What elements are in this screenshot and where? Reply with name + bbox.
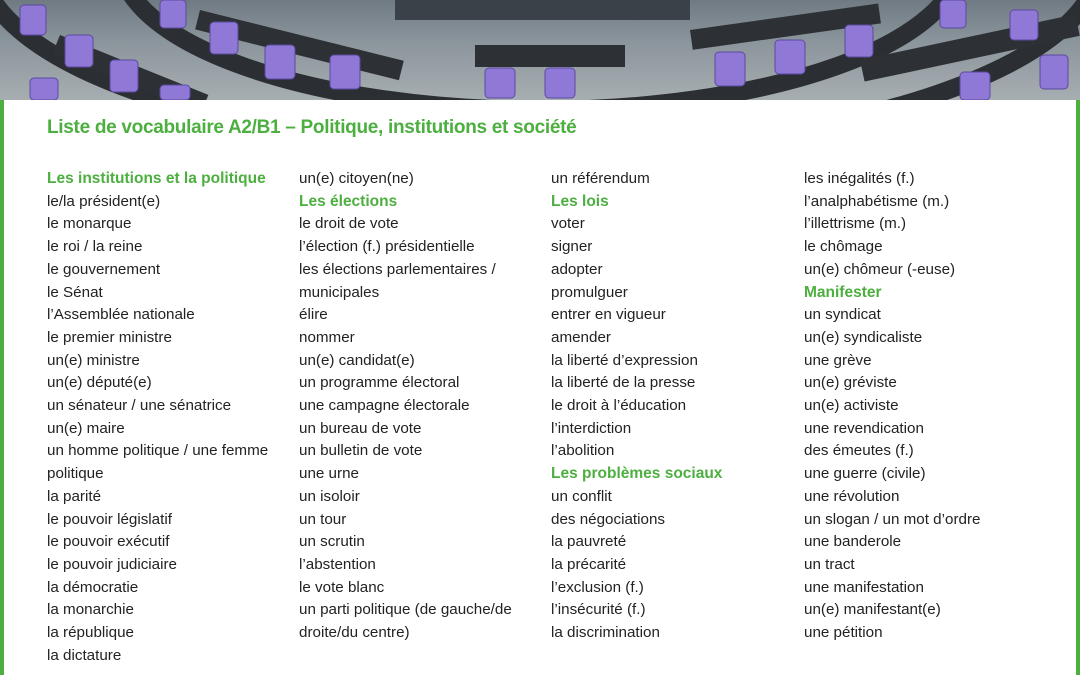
vocab-item: un bureau de vote bbox=[299, 419, 422, 437]
vocab-item: un syndicat bbox=[804, 306, 881, 324]
vocab-item: la liberté d’expression bbox=[551, 351, 698, 369]
vocab-item: la monarchie bbox=[47, 601, 134, 619]
vocab-item: la liberté de la presse bbox=[551, 374, 696, 392]
vocab-item: l’Assemblée nationale bbox=[47, 306, 195, 324]
vocab-item: une banderole bbox=[804, 533, 902, 551]
vocab-item: un tour bbox=[299, 510, 347, 528]
vocab-item: un(e) député(e) bbox=[47, 374, 152, 392]
section-heading: Les élections bbox=[299, 192, 398, 210]
vocab-item: voter bbox=[551, 215, 585, 233]
vocab-item: un bulletin de vote bbox=[299, 442, 423, 460]
green-frame-right bbox=[1076, 100, 1080, 675]
vocab-item: un tract bbox=[804, 555, 855, 573]
vocab-item: l’abstention bbox=[299, 555, 376, 573]
vocab-item: la parité bbox=[47, 487, 102, 505]
vocab-item: le gouvernement bbox=[47, 260, 161, 278]
vocab-item: le vote blanc bbox=[299, 578, 385, 596]
parliament-seats-illustration bbox=[0, 0, 1080, 100]
vocab-column-3 bbox=[551, 168, 791, 645]
vocab-item: entrer en vigueur bbox=[551, 306, 666, 324]
vocab-item: un(e) chômeur (-euse) bbox=[804, 260, 956, 278]
vocab-item: signer bbox=[551, 238, 593, 256]
vocab-item: amender bbox=[551, 328, 611, 346]
vocab-item: un(e) candidat(e) bbox=[299, 351, 415, 369]
vocab-item: une pétition bbox=[804, 624, 883, 642]
vocab-item: la discrimination bbox=[551, 624, 660, 642]
vocab-item: les inégalités (f.) bbox=[804, 170, 915, 187]
vocab-item: une guerre (civile) bbox=[804, 465, 926, 483]
section-heading: Les lois bbox=[551, 192, 609, 210]
section-heading: Les institutions et la politique bbox=[47, 170, 266, 187]
vocab-item: le chômage bbox=[804, 238, 883, 256]
vocab-item: élire bbox=[299, 306, 328, 324]
vocab-item: le/la président(e) bbox=[47, 192, 161, 210]
vocab-item: adopter bbox=[551, 260, 603, 278]
vocab-item: la démocratie bbox=[47, 578, 139, 596]
vocab-item: un(e) citoyen(ne) bbox=[299, 170, 414, 187]
page-title: Liste de vocabulaire A2/B1 – Politique, institutions et société bbox=[47, 117, 577, 138]
vocab-item: nommer bbox=[299, 328, 355, 346]
vocab-item: un sénateur / une sénatrice bbox=[47, 397, 232, 415]
vocab-item: l’abolition bbox=[551, 442, 615, 460]
vocab-item: la précarité bbox=[551, 555, 627, 573]
vocab-item: un slogan / un mot d’ordre bbox=[804, 510, 981, 528]
vocab-item: une révolution bbox=[804, 487, 900, 505]
section-heading: Les problèmes sociaux bbox=[551, 465, 723, 483]
parliament-chamber-photo bbox=[0, 0, 1080, 100]
vocab-item: un(e) manifestant(e) bbox=[804, 601, 941, 619]
vocab-item: une revendication bbox=[804, 419, 924, 437]
vocab-item: un conflit bbox=[551, 487, 612, 505]
vocab-item: le Sénat bbox=[47, 283, 103, 301]
vocab-item: des négociations bbox=[551, 510, 665, 528]
section-heading: Manifester bbox=[804, 283, 882, 301]
vocab-item: un(e) activiste bbox=[804, 397, 899, 415]
vocab-item: une manifestation bbox=[804, 578, 924, 596]
vocab-item: politique bbox=[47, 465, 104, 483]
vocab-item: le monarque bbox=[47, 215, 132, 233]
vocab-item: le pouvoir judiciaire bbox=[47, 555, 178, 573]
vocab-item: le roi / la reine bbox=[47, 238, 143, 256]
vocab-item: le pouvoir exécutif bbox=[47, 533, 170, 551]
vocab-item: des émeutes (f.) bbox=[804, 442, 914, 460]
vocab-item: un(e) maire bbox=[47, 419, 125, 437]
vocab-item: municipales bbox=[299, 283, 380, 301]
vocab-item: une urne bbox=[299, 465, 359, 483]
vocab-item: une grève bbox=[804, 351, 872, 369]
vocab-item: un référendum bbox=[551, 170, 650, 187]
vocab-item: les élections parlementaires / bbox=[299, 260, 496, 278]
vocab-item: l’interdiction bbox=[551, 419, 632, 437]
vocab-item: l’analphabétisme (m.) bbox=[804, 192, 950, 210]
vocab-item: un programme électoral bbox=[299, 374, 460, 392]
vocab-item: un(e) ministre bbox=[47, 351, 140, 369]
vocab-item: la république bbox=[47, 624, 134, 642]
vocab-item: promulguer bbox=[551, 283, 628, 301]
vocab-item: l’élection (f.) présidentielle bbox=[299, 238, 475, 256]
vocab-item: un parti politique (de gauche/de bbox=[299, 601, 512, 619]
vocab-item: la pauvreté bbox=[551, 533, 627, 551]
vocab-item: un scrutin bbox=[299, 533, 365, 551]
vocab-item: l’illettrisme (m.) bbox=[804, 215, 907, 233]
vocab-column-1 bbox=[47, 168, 287, 667]
vocab-item: le droit de vote bbox=[299, 215, 399, 233]
vocab-item: un(e) gréviste bbox=[804, 374, 897, 392]
vocab-item: droite/du centre) bbox=[299, 624, 410, 642]
vocab-item: la dictature bbox=[47, 646, 122, 664]
vocab-column-4 bbox=[804, 168, 1044, 645]
vocab-item: le pouvoir législatif bbox=[47, 510, 172, 528]
vocab-item: un isoloir bbox=[299, 487, 360, 505]
vocab-column-2 bbox=[299, 168, 539, 645]
vocab-item: un(e) syndicaliste bbox=[804, 328, 923, 346]
vocab-item: le premier ministre bbox=[47, 328, 172, 346]
vocab-item: l’insécurité (f.) bbox=[551, 601, 646, 619]
vocab-item: l’exclusion (f.) bbox=[551, 578, 644, 596]
vocab-item: un homme politique / une femme bbox=[47, 442, 269, 460]
vocab-item: le droit à l’éducation bbox=[551, 397, 687, 415]
green-frame-left bbox=[0, 100, 4, 675]
vocab-item: une campagne électorale bbox=[299, 397, 470, 415]
